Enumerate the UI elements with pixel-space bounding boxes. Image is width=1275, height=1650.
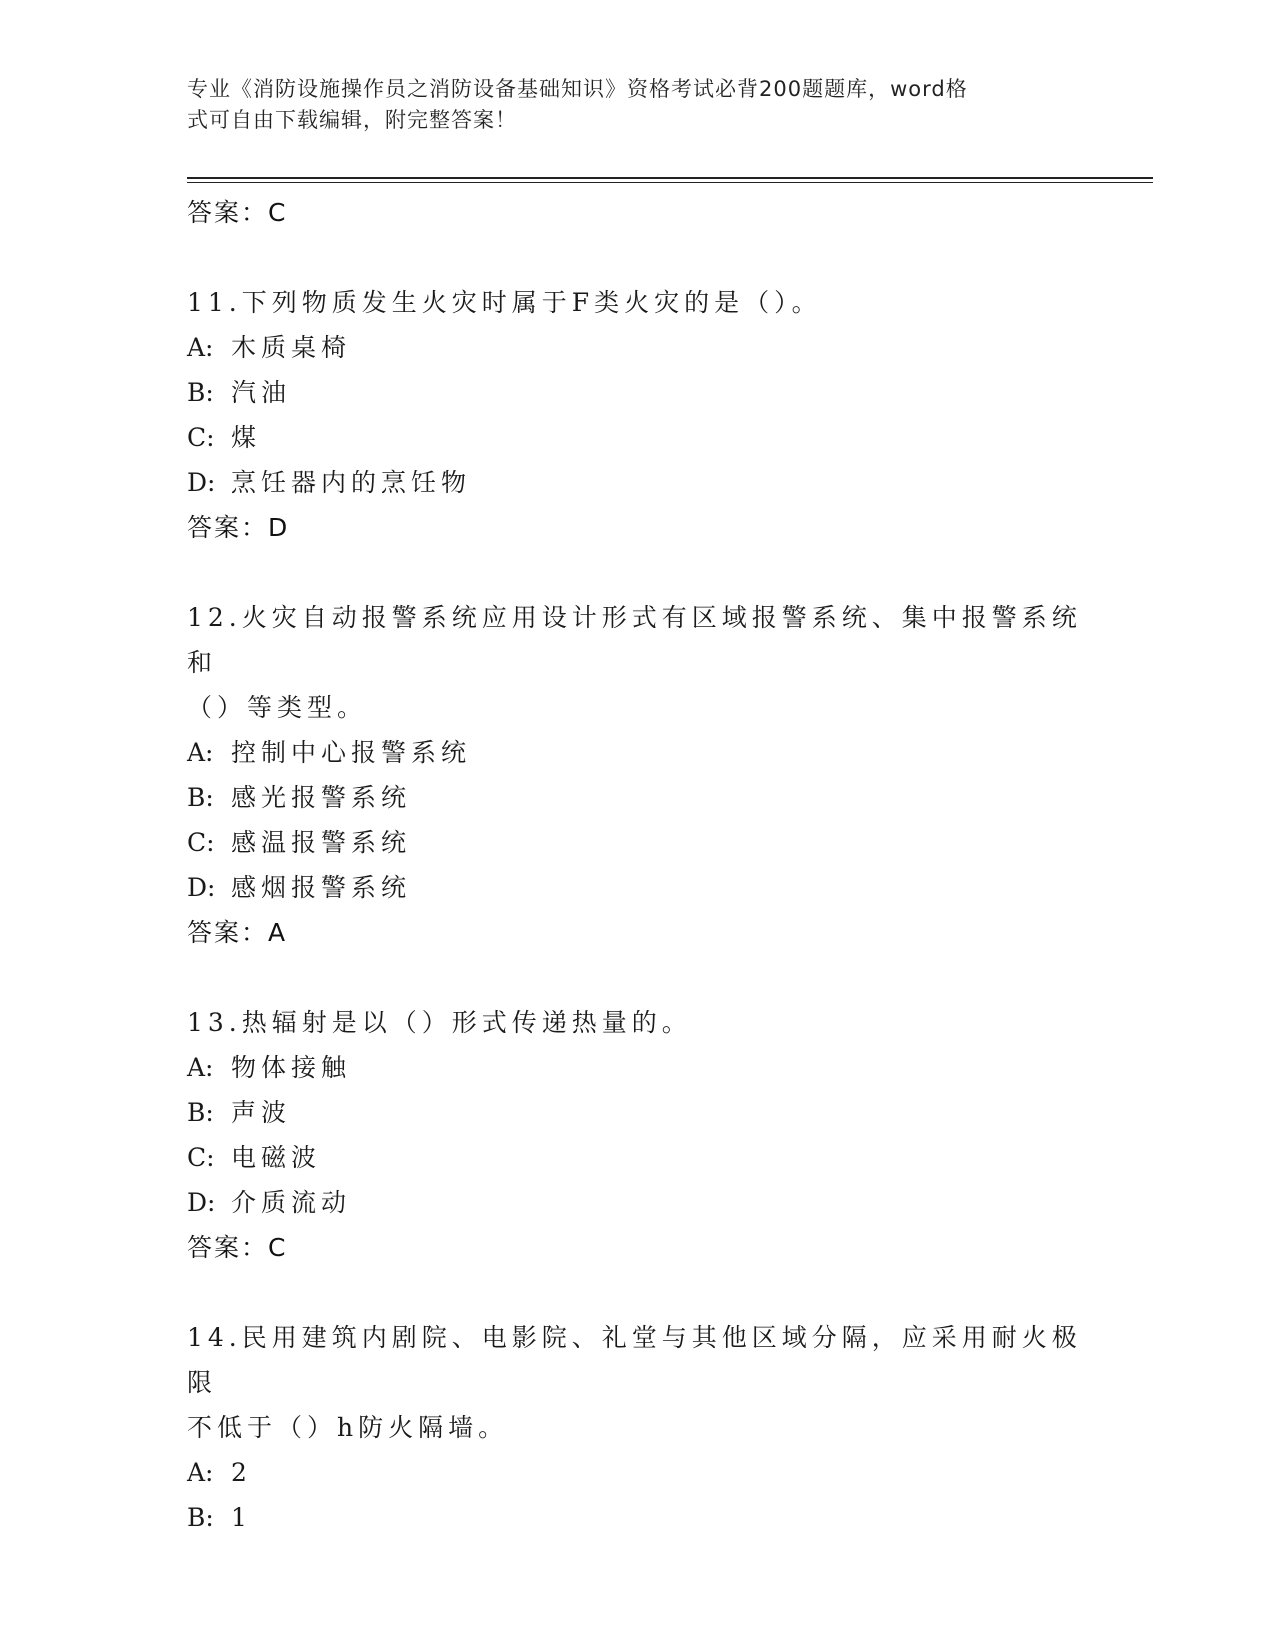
option-text: 声波 — [231, 1098, 292, 1127]
option-key: B: — [187, 783, 214, 812]
question-block-11 — [187, 280, 1087, 550]
header-divider-top — [187, 177, 1153, 179]
option-d — [187, 1180, 1087, 1225]
option-key: B: — [187, 378, 214, 407]
question-stem — [187, 595, 1087, 730]
option-a — [187, 325, 1087, 370]
question-stem-line-1: 14.民用建筑内剧院、电影院、礼堂与其他区域分隔，应采用耐火极限 — [187, 1323, 1082, 1397]
option-text: 汽油 — [231, 378, 292, 407]
option-text: 电磁波 — [231, 1143, 322, 1172]
question-stem — [187, 1315, 1087, 1450]
option-text: 控制中心报警系统 — [231, 738, 472, 767]
option-b — [187, 775, 1087, 820]
question-stem-line-2: （）等类型。 — [187, 693, 368, 722]
previous-answer: 答案：C — [187, 198, 288, 227]
option-key: C: — [187, 423, 215, 452]
option-text: 物体接触 — [231, 1053, 352, 1082]
question-stem-line-1: 12.火灾自动报警系统应用设计形式有区域报警系统、集中报警系统和 — [187, 603, 1082, 677]
option-c — [187, 820, 1087, 865]
option-key: D: — [187, 873, 216, 902]
option-b — [187, 370, 1087, 415]
option-text: 2 — [231, 1458, 252, 1487]
option-text: 木质桌椅 — [231, 333, 352, 362]
option-key: D: — [187, 1188, 216, 1217]
option-b — [187, 1090, 1087, 1135]
option-c — [187, 415, 1087, 460]
option-c — [187, 1135, 1087, 1180]
answer-line: 答案：C — [187, 1233, 288, 1262]
question-stem-line-2: 不低于（）h防火隔墙。 — [187, 1413, 509, 1442]
option-text: 1 — [231, 1503, 252, 1532]
option-text: 介质流动 — [231, 1188, 352, 1217]
question-list — [187, 190, 1087, 1540]
header-divider-bottom — [187, 182, 1153, 183]
option-key: A: — [187, 1053, 214, 1082]
answer-line: 答案：A — [187, 918, 288, 947]
option-text: 煤 — [231, 423, 262, 452]
option-text: 感烟报警系统 — [231, 873, 412, 902]
option-key: A: — [187, 1458, 214, 1487]
option-key: B: — [187, 1098, 214, 1127]
question-block-14 — [187, 1315, 1087, 1540]
option-a — [187, 1045, 1087, 1090]
option-b — [187, 1495, 1087, 1540]
option-key: C: — [187, 1143, 215, 1172]
option-a — [187, 1450, 1087, 1495]
option-a — [187, 730, 1087, 775]
document-header — [187, 74, 1067, 136]
option-key: A: — [187, 333, 214, 362]
option-text: 感光报警系统 — [231, 783, 412, 812]
header-line-1: 专业《消防设施操作员之消防设备基础知识》资格考试必背200题题库，word格 — [187, 77, 968, 101]
option-text: 感温报警系统 — [231, 828, 412, 857]
question-block-12 — [187, 595, 1087, 955]
option-d — [187, 865, 1087, 910]
option-d — [187, 460, 1087, 505]
option-key: D: — [187, 468, 216, 497]
answer-line: 答案：D — [187, 513, 290, 542]
question-stem: 13.热辐射是以（）形式传递热量的。 — [187, 1008, 692, 1037]
option-key: C: — [187, 828, 215, 857]
option-key: A: — [187, 738, 214, 767]
question-block-13 — [187, 1000, 1087, 1270]
option-text: 烹饪器内的烹饪物 — [231, 468, 472, 497]
option-key: B: — [187, 1503, 214, 1532]
question-stem: 11.下列物质发生火灾时属于F类火灾的是（）。 — [187, 288, 822, 317]
header-line-2: 式可自由下载编辑，附完整答案！ — [187, 108, 517, 132]
